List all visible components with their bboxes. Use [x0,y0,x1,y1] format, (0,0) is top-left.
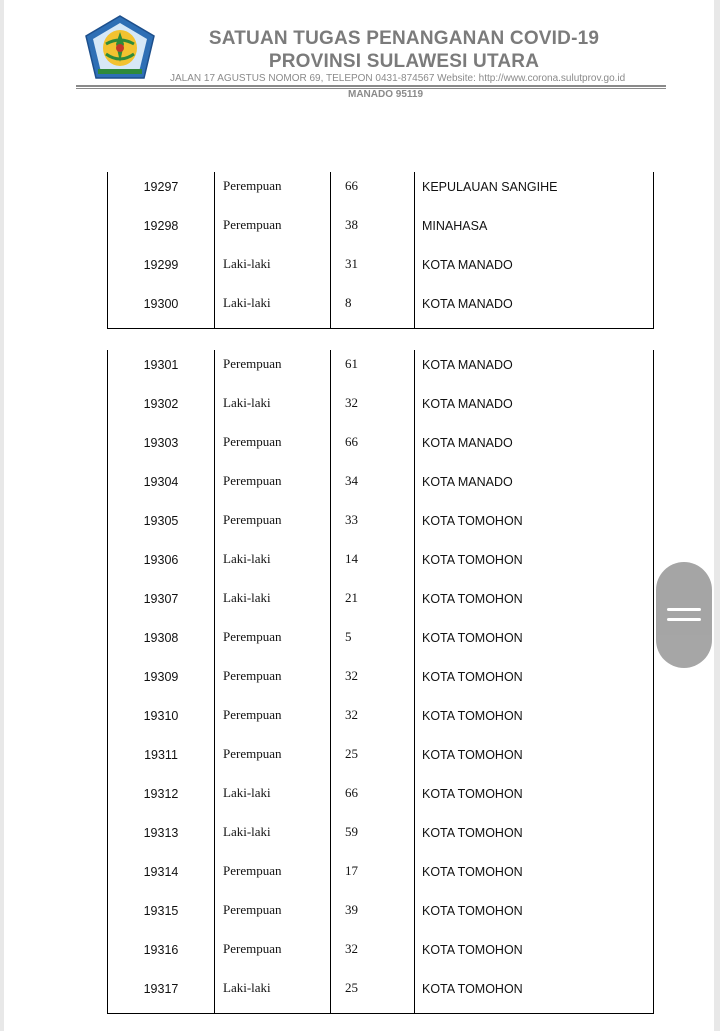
gender-cell: Perempuan [215,428,331,467]
table-row [108,467,654,506]
table-row [108,701,654,740]
case-id-cell: 19301 [108,350,215,389]
age-cell: 32 [331,935,415,974]
region-cell: KOTA TOMOHON [415,779,654,818]
age-cell: 32 [331,701,415,740]
case-id-cell: 19299 [108,250,215,289]
age-cell: 21 [331,584,415,623]
region-cell: KOTA MANADO [415,428,654,467]
case-id-cell: 19316 [108,935,215,974]
gender-cell: Perempuan [215,506,331,545]
age-cell: 5 [331,623,415,662]
header-address: JALAN 17 AGUSTUS NOMOR 69, TELEPON 0431-874567 Website: http://www.corona.sulutprov.go.id [170,73,626,84]
age-cell: 59 [331,818,415,857]
age-cell: 17 [331,857,415,896]
region-cell: KOTA TOMOHON [415,662,654,701]
case-table-bottom [107,350,654,1014]
gender-cell: Laki-laki [215,389,331,428]
case-id-cell: 19312 [108,779,215,818]
sulawesi-utara-crest-icon [84,14,156,80]
region-cell: KOTA MANADO [415,289,654,329]
gender-cell: Laki-laki [215,289,331,329]
table-row [108,935,654,974]
header-city: MANADO 95119 [348,89,424,100]
region-cell: KOTA TOMOHON [415,584,654,623]
region-cell: KOTA MANADO [415,389,654,428]
gender-cell: Perempuan [215,623,331,662]
table-row [108,428,654,467]
table-row [108,662,654,701]
age-cell: 25 [331,974,415,1014]
case-id-cell: 19317 [108,974,215,1014]
age-cell: 38 [331,211,415,250]
table-row [108,974,654,1014]
case-id-cell: 19298 [108,211,215,250]
region-cell: KOTA MANADO [415,467,654,506]
region-cell: MINAHASA [415,211,654,250]
gender-cell: Perempuan [215,662,331,701]
gender-cell: Perempuan [215,467,331,506]
gender-cell: Perempuan [215,935,331,974]
region-cell: KOTA TOMOHON [415,896,654,935]
region-cell: KOTA TOMOHON [415,701,654,740]
gender-cell: Laki-laki [215,584,331,623]
region-cell: KOTA MANADO [415,250,654,289]
case-id-cell: 19313 [108,818,215,857]
case-id-cell: 19308 [108,623,215,662]
case-id-cell: 19306 [108,545,215,584]
case-id-cell: 19303 [108,428,215,467]
gender-cell: Perempuan [215,740,331,779]
case-id-cell: 19297 [108,172,215,211]
gender-cell: Laki-laki [215,545,331,584]
age-cell: 32 [331,662,415,701]
case-id-cell: 19311 [108,740,215,779]
gender-cell: Perempuan [215,701,331,740]
case-id-cell: 19305 [108,506,215,545]
header-title: SATUAN TUGAS PENANGANAN COVID-19 [208,28,600,49]
region-cell: KOTA TOMOHON [415,623,654,662]
table-row [108,896,654,935]
case-id-cell: 19304 [108,467,215,506]
region-cell: KOTA TOMOHON [415,506,654,545]
age-cell: 31 [331,250,415,289]
case-id-cell: 19300 [108,289,215,329]
case-id-cell: 19314 [108,857,215,896]
age-cell: 66 [331,172,415,211]
region-cell: KEPULAUAN SANGIHE [415,172,654,211]
region-cell: KOTA TOMOHON [415,740,654,779]
gender-cell: Laki-laki [215,779,331,818]
table-row [108,857,654,896]
case-table-top [107,172,654,329]
case-id-cell: 19302 [108,389,215,428]
age-cell: 25 [331,740,415,779]
document-page [4,0,714,1031]
case-id-cell: 19310 [108,701,215,740]
table-row [108,289,654,329]
gender-cell: Perempuan [215,350,331,389]
age-cell: 8 [331,289,415,329]
age-cell: 14 [331,545,415,584]
age-cell: 32 [331,389,415,428]
table-row [108,389,654,428]
table-row [108,506,654,545]
gender-cell: Laki-laki [215,818,331,857]
gender-cell: Perempuan [215,896,331,935]
case-id-cell: 19315 [108,896,215,935]
age-cell: 66 [331,428,415,467]
drag-handle-icon[interactable] [656,562,712,668]
age-cell: 66 [331,779,415,818]
gender-cell: Laki-laki [215,250,331,289]
table-row [108,250,654,289]
table-row [108,211,654,250]
region-cell: KOTA TOMOHON [415,935,654,974]
table-row [108,545,654,584]
region-cell: KOTA TOMOHON [415,974,654,1014]
gender-cell: Laki-laki [215,974,331,1014]
region-cell: KOTA TOMOHON [415,545,654,584]
table-row [108,818,654,857]
gender-cell: Perempuan [215,857,331,896]
region-cell: KOTA MANADO [415,350,654,389]
age-cell: 61 [331,350,415,389]
region-cell: KOTA TOMOHON [415,818,654,857]
age-cell: 39 [331,896,415,935]
table-row [108,740,654,779]
gender-cell: Perempuan [215,211,331,250]
case-id-cell: 19307 [108,584,215,623]
table-row [108,779,654,818]
header-subtitle: PROVINSI SULAWESI UTARA [268,51,540,72]
region-cell: KOTA TOMOHON [415,857,654,896]
age-cell: 34 [331,467,415,506]
age-cell: 33 [331,506,415,545]
table-row [108,584,654,623]
header-divider [76,85,666,87]
gender-cell: Perempuan [215,172,331,211]
table-row [108,172,654,211]
case-id-cell: 19309 [108,662,215,701]
table-row [108,350,654,389]
table-row [108,623,654,662]
